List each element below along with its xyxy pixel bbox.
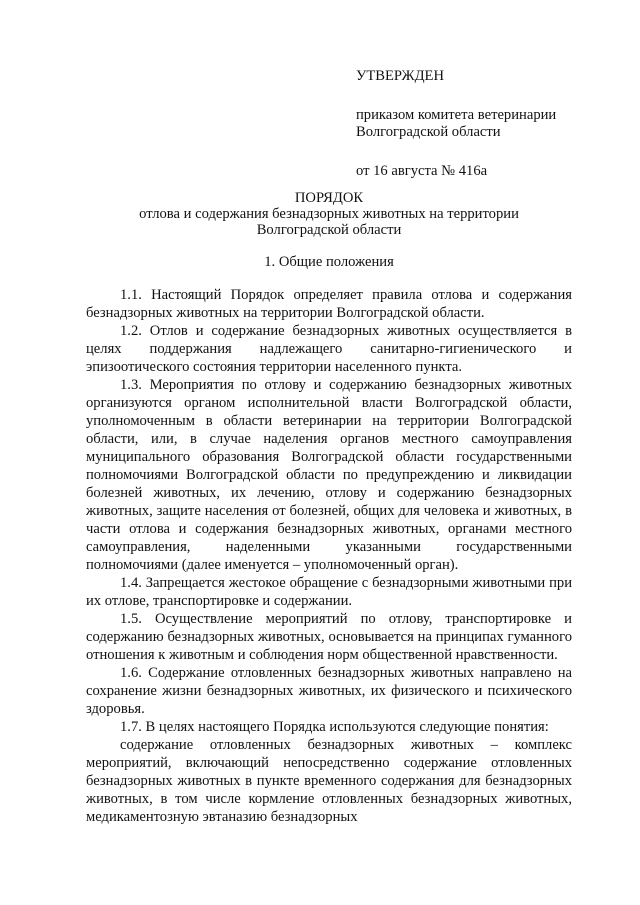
document-subtitle-line-2: Волгоградской области <box>256 222 402 238</box>
paragraph-1-5: 1.5. Осуществление мероприятий по отлову, транспортировке и содержанию безнадзорных животных, основывается на принципах гуманного отношения к животным и соблюдения норм общественной нравственности. <box>86 611 572 663</box>
paragraph-definition: содержание отловленных безнадзорных животных – комплекс мероприятий, включающий непосредственно содержание отловленных безнадзорных животных в пункте временного содержания для безнадзорных животных, в том числе кормление отловленных безнадзорных животных, медикаментозную эвтаназию безнадзорных <box>86 737 572 825</box>
document-subtitle-line-1: отлова и содержания безнадзорных животных на территории <box>139 206 519 222</box>
approval-line-2: Волгоградской области <box>356 124 501 140</box>
paragraph-1-3: 1.3. Мероприятия по отлову и содержанию безнадзорных животных организуются органом исполнительной власти Волгоградской области, уполномоченным в области ветеринарии на территории Волгоградской области, или, в случае наделения органов местного самоуправления муниципального образования Волгоградской области государственными полномочиями Волгоградской области по предупреждению и ликвидации болезней животных, их лечению, отлову и содержанию безнадзорных животных, защите населения от болезней, общих для человека и животных, в части отлова и содержания безнадзорных животных, органами местного самоуправления, наделенными указанными государственными полномочиями (далее именуется – уполномоченный орган). <box>86 377 572 573</box>
document-heading <box>86 190 572 238</box>
document-title: ПОРЯДОК <box>294 190 364 206</box>
paragraph-1-6: 1.6. Содержание отловленных безнадзорных животных направлено на сохранение жизни безнадзорных животных, их физического и психического здоровья. <box>86 665 572 717</box>
section-title: 1. Общие положения <box>264 254 394 270</box>
approval-title: УТВЕРЖДЕН <box>356 68 444 84</box>
document-body <box>86 286 572 826</box>
paragraph-1-2: 1.2. Отлов и содержание безнадзорных животных осуществляется в целях поддержания надлежащего санитарно-гигиенического и эпизоотического состояния территории населенного пункта. <box>86 323 572 375</box>
paragraph-1-7: 1.7. В целях настоящего Порядка используются следующие понятия: <box>120 719 549 735</box>
approval-line-1: приказом комитета ветеринарии <box>356 107 557 123</box>
paragraph-1-4: 1.4. Запрещается жестокое обращение с безнадзорными животными при их отлове, транспортировке и содержании. <box>86 575 572 609</box>
approval-date: от 16 августа № 416а <box>356 163 488 179</box>
paragraph-1-1: 1.1. Настоящий Порядок определяет правила отлова и содержания безнадзорных животных на территории Волгоградской области. <box>86 287 572 321</box>
approval-block <box>356 68 596 180</box>
